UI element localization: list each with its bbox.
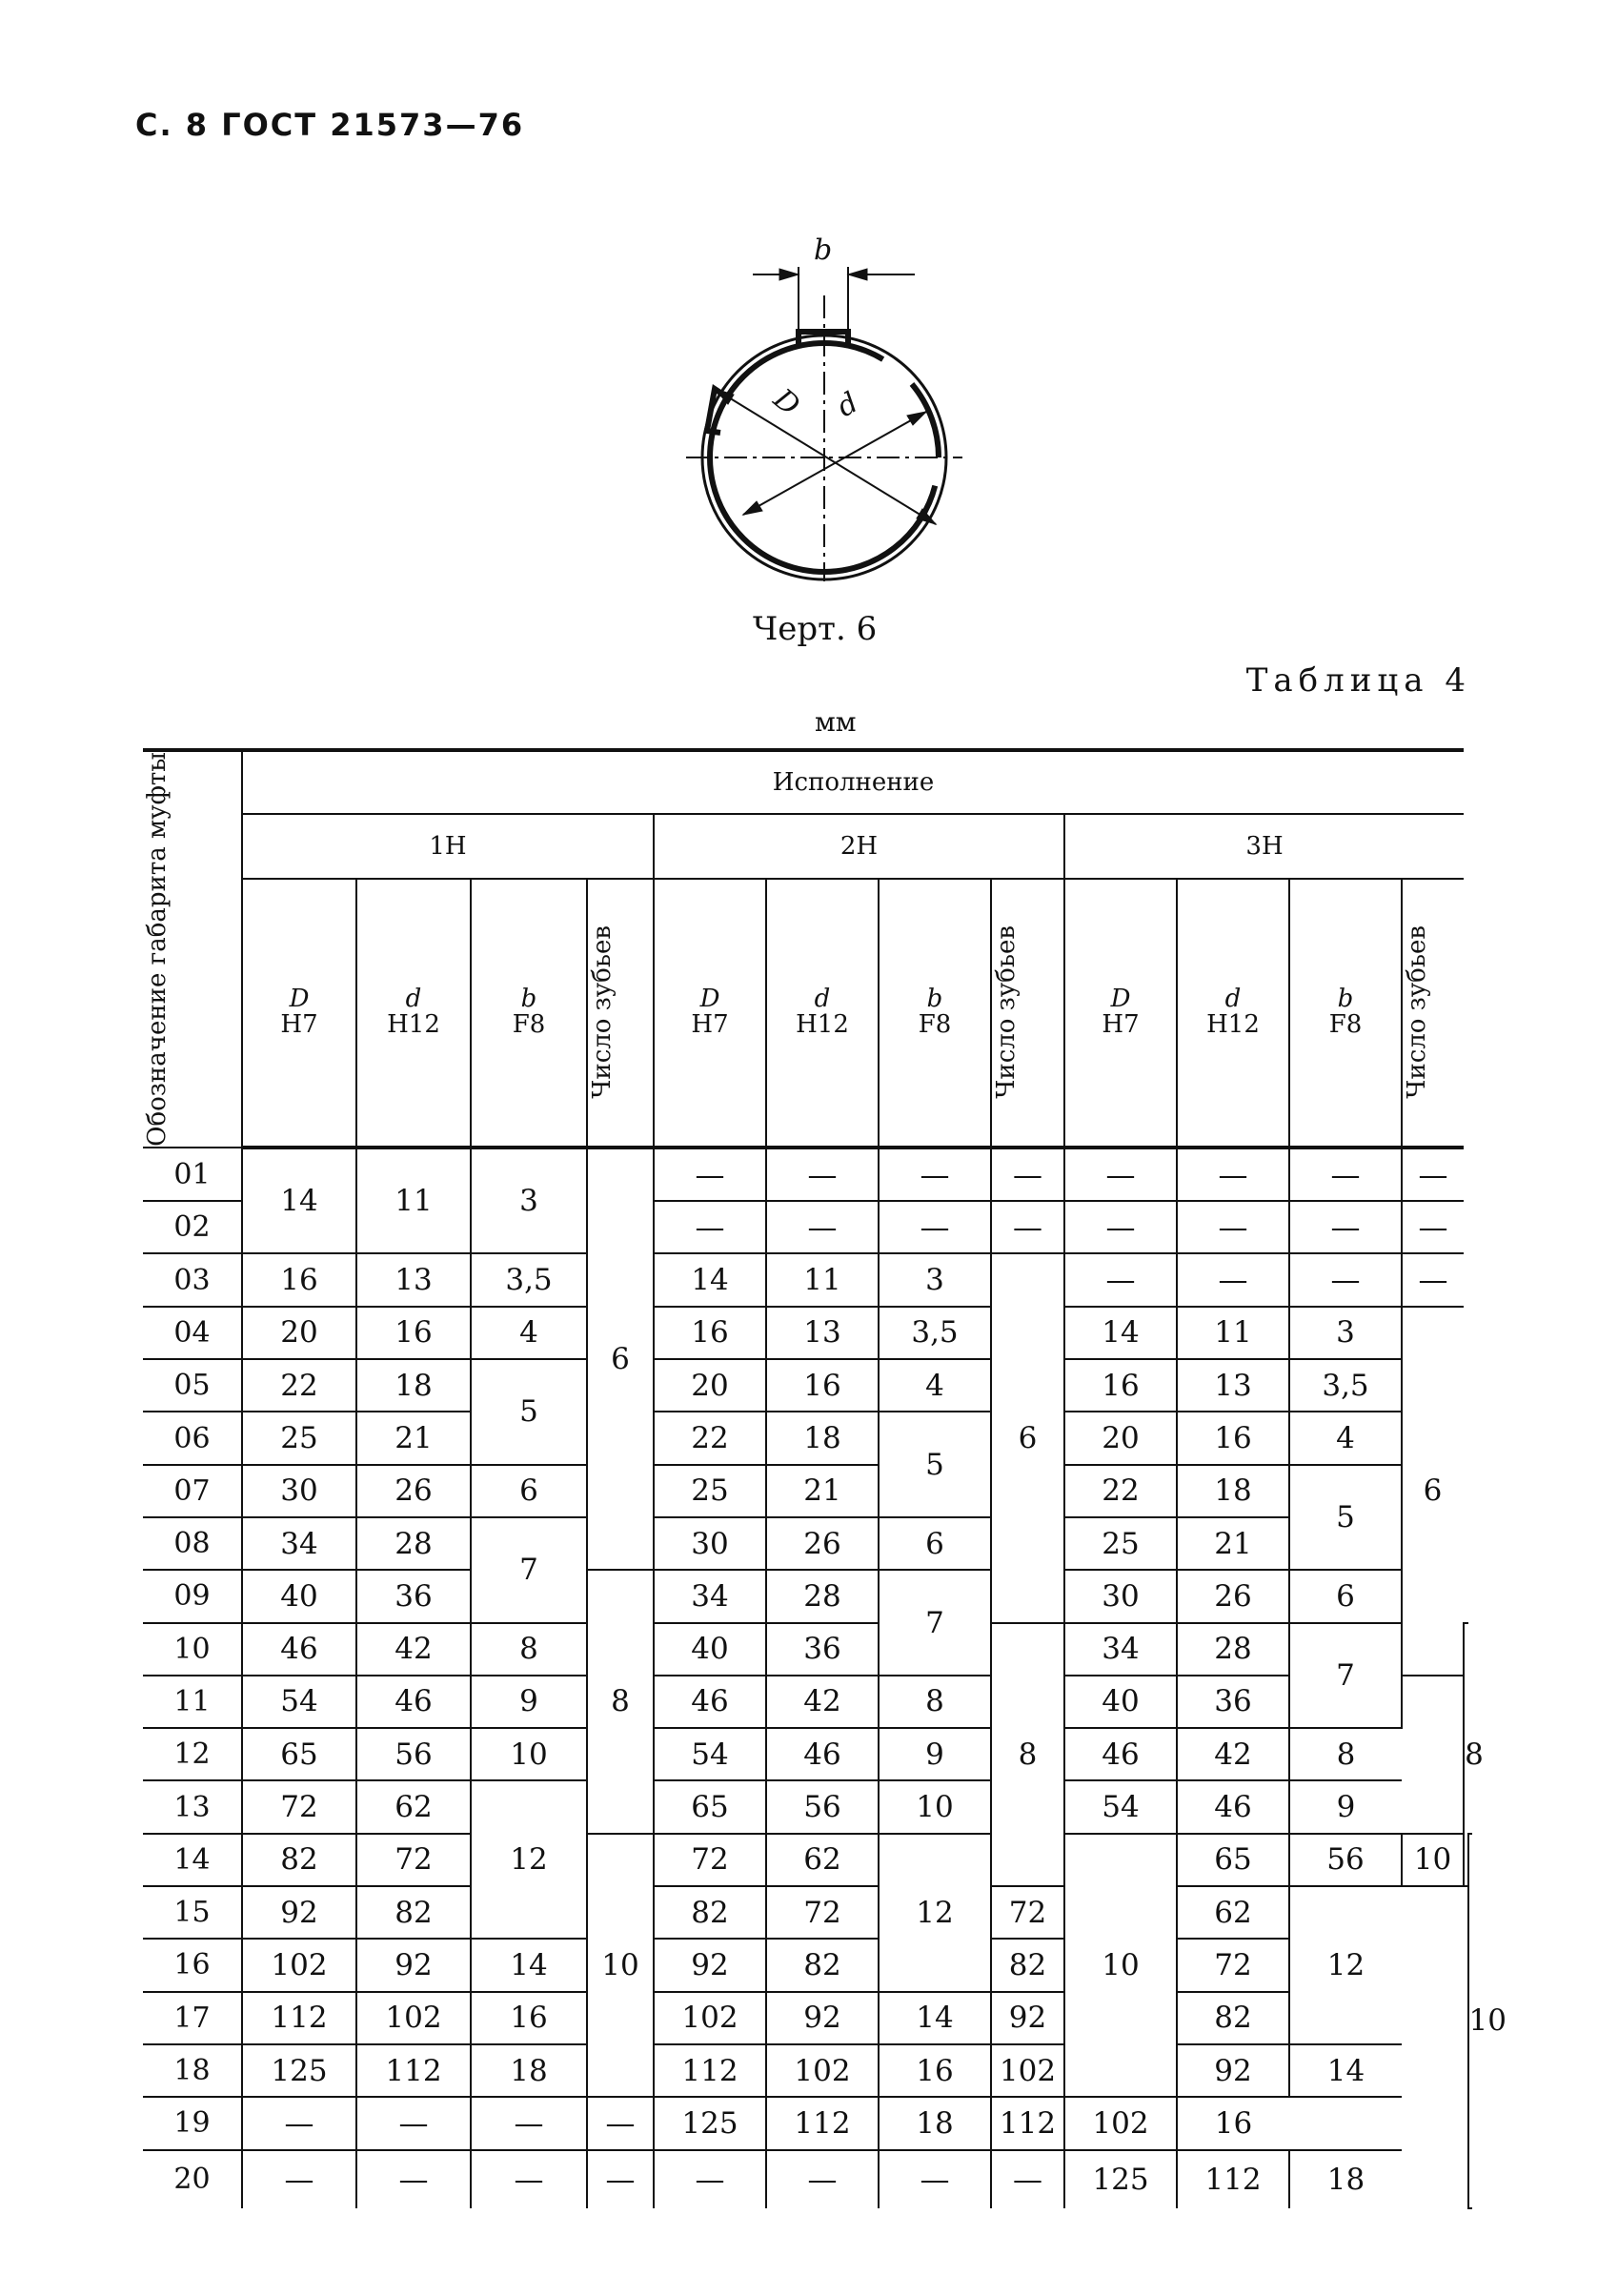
cell: 28 [356, 1517, 471, 1570]
cell: 16 [766, 1359, 879, 1412]
cell: — [654, 1201, 766, 1253]
cell: 10 [143, 1623, 242, 1676]
cell: 65 [242, 1728, 356, 1780]
cell: 13 [143, 1780, 242, 1833]
cell: 82 [1177, 1992, 1289, 2044]
cell: 5 [879, 1412, 991, 1517]
label-d: d [831, 386, 864, 424]
cell: 112 [1177, 2150, 1289, 2208]
cell: — [356, 2097, 471, 2149]
cell: 9 [1289, 1780, 1402, 1833]
cell: 112 [766, 2097, 879, 2149]
cell: 16 [1064, 1359, 1177, 1412]
cell: 04 [143, 1307, 242, 1359]
cell: 4 [471, 1307, 587, 1359]
cell: 125 [654, 2097, 766, 2149]
cell: 40 [242, 1570, 356, 1622]
cell: 56 [1289, 1834, 1402, 1886]
cell: 46 [654, 1676, 766, 1728]
label-b: b [814, 234, 833, 267]
cell: 7 [471, 1517, 587, 1623]
figure-caption: Черт. 6 [753, 610, 878, 648]
cell: — [654, 1148, 766, 1201]
cell: 3,5 [879, 1307, 991, 1359]
group-3h: 3Н [1064, 814, 1464, 878]
cell: 54 [1064, 1780, 1177, 1833]
cell: 72 [242, 1780, 356, 1833]
cell: 05 [143, 1359, 242, 1412]
cell: 4 [1289, 1412, 1402, 1464]
table-row [143, 2150, 1472, 2208]
cell: 6 [879, 1517, 991, 1570]
cell: 16 [879, 2044, 991, 2097]
cell: 22 [1064, 1465, 1177, 1517]
cell: 11 [766, 1253, 879, 1306]
cell: 8 [1464, 1623, 1467, 1886]
cell: — [1064, 1201, 1177, 1253]
page-header: С. 8 ГОСТ 21573—76 [135, 107, 525, 143]
cell: 92 [356, 1939, 471, 1991]
cell: 54 [242, 1676, 356, 1728]
cell: 18 [356, 1359, 471, 1412]
cell: 3,5 [471, 1253, 587, 1306]
col-b-3h: b F8 [1289, 879, 1402, 1148]
cell: 8 [879, 1676, 991, 1728]
cell: 16 [242, 1253, 356, 1306]
cell: 8 [587, 1570, 654, 1833]
table-row [143, 1886, 1472, 1939]
cell: 3 [471, 1148, 587, 1254]
cell: 12 [471, 1780, 587, 1939]
cell: 102 [991, 2044, 1064, 2097]
col-D-3h: D Н7 [1064, 879, 1177, 1148]
cell: 42 [1177, 1728, 1289, 1780]
cell: 16 [356, 1307, 471, 1359]
cell: 82 [356, 1886, 471, 1939]
cell: — [991, 1201, 1064, 1253]
cell: 92 [991, 1992, 1064, 2044]
cell: 42 [356, 1623, 471, 1676]
cell: 16 [654, 1307, 766, 1359]
table-row [143, 1359, 1472, 1412]
table-row [143, 1570, 1472, 1622]
col-teeth-1h: Число зубьев [587, 879, 654, 1148]
cell: 21 [356, 1412, 471, 1464]
cell: 102 [356, 1992, 471, 2044]
cell: — [879, 1201, 991, 1253]
cell: 92 [654, 1939, 766, 1991]
group-1h: 1Н [242, 814, 654, 878]
cell: 92 [1177, 2044, 1289, 2097]
cell: 25 [1064, 1517, 1177, 1570]
cell: 18 [143, 2044, 242, 2097]
table-unit: мм [815, 706, 857, 738]
cell: 3 [1289, 1307, 1402, 1359]
table-row [143, 1939, 1472, 1991]
cell: 8 [471, 1623, 587, 1676]
cell: 65 [654, 1780, 766, 1833]
table-row [143, 1992, 1472, 2044]
cell: 10 [471, 1728, 587, 1780]
cell: 17 [143, 1992, 242, 2044]
cell: 72 [654, 1834, 766, 1886]
execution-header: Исполнение [242, 750, 1464, 814]
cell: 6 [587, 1148, 654, 1570]
cell: 6 [1402, 1307, 1464, 1676]
cell: 40 [1064, 1676, 1177, 1728]
cell: — [1402, 1148, 1464, 1201]
cell: 56 [356, 1728, 471, 1780]
cell: 19 [143, 2097, 242, 2149]
cell: 34 [654, 1570, 766, 1622]
cell: 3 [879, 1253, 991, 1306]
cell: — [1177, 1148, 1289, 1201]
cell: — [1402, 1253, 1464, 1306]
cell: 21 [1177, 1517, 1289, 1570]
cell: 18 [1177, 1465, 1289, 1517]
cell: 20 [143, 2150, 242, 2208]
cell: 8 [991, 1623, 1064, 1886]
cell: 14 [1289, 2044, 1402, 2097]
cell: 62 [1177, 1886, 1289, 1939]
cell: 82 [654, 1886, 766, 1939]
table-row [143, 1253, 1472, 1306]
table-row [143, 1465, 1472, 1517]
cell: — [879, 1148, 991, 1201]
cell: 14 [1064, 1307, 1177, 1359]
cell: 16 [471, 1992, 587, 2044]
cell: — [766, 2150, 879, 2208]
cell: — [879, 2150, 991, 2208]
cell: 30 [242, 1465, 356, 1517]
label-D: D [766, 382, 806, 423]
col-teeth-3h: Число зубьев [1402, 879, 1464, 1148]
cell: 26 [356, 1465, 471, 1517]
cell: 12 [1289, 1886, 1402, 2044]
cell: 9 [471, 1676, 587, 1728]
col-teeth-2h: Число зубьев [991, 879, 1064, 1148]
col-b-2h: b F8 [879, 879, 991, 1148]
cell: — [1402, 1201, 1464, 1253]
cell: — [1177, 1201, 1289, 1253]
cell: 46 [1177, 1780, 1289, 1833]
cell: 22 [242, 1359, 356, 1412]
cell: 112 [242, 1992, 356, 2044]
cell: 20 [242, 1307, 356, 1359]
cell: 10 [1402, 1834, 1464, 1886]
cell: 10 [1468, 1834, 1472, 2208]
cell: — [1289, 1253, 1402, 1306]
cell: 5 [1289, 1465, 1402, 1571]
group-2h: 2Н [654, 814, 1064, 878]
cell: — [1289, 1148, 1402, 1201]
cell: 22 [654, 1412, 766, 1464]
cell: 46 [1064, 1728, 1177, 1780]
cell: 30 [1064, 1570, 1177, 1622]
col-D-1h: D Н7 [242, 879, 356, 1148]
table-row [143, 1517, 1472, 1570]
cell: 25 [242, 1412, 356, 1464]
cell: 01 [143, 1148, 242, 1201]
cell: 34 [242, 1517, 356, 1570]
cell: 42 [766, 1676, 879, 1728]
cell: 125 [242, 2044, 356, 2097]
cell: 82 [991, 1939, 1064, 1991]
cell: 4 [879, 1359, 991, 1412]
cell: 28 [766, 1570, 879, 1622]
cell: 06 [143, 1412, 242, 1464]
cell: — [1064, 1253, 1177, 1306]
cell: 11 [1177, 1307, 1289, 1359]
cell: 14 [242, 1148, 356, 1254]
cell: — [766, 1148, 879, 1201]
cell: 03 [143, 1253, 242, 1306]
cell: — [587, 2150, 654, 2208]
data-table [143, 748, 1507, 2209]
cell: — [356, 2150, 471, 2208]
cell: 46 [766, 1728, 879, 1780]
cell: 02 [143, 1201, 242, 1253]
cell: 16 [1177, 2097, 1289, 2149]
cell: 125 [1064, 2150, 1177, 2208]
cell: 20 [654, 1359, 766, 1412]
table-body [143, 1148, 1507, 2208]
cell: 6 [991, 1253, 1064, 1622]
spline-hub-drawing [657, 229, 962, 591]
table-row [143, 2097, 1472, 2149]
cell: 3,5 [1289, 1359, 1402, 1412]
cell: — [654, 2150, 766, 2208]
cell: 30 [654, 1517, 766, 1570]
table-row [143, 2044, 1472, 2097]
col-b-1h: b F8 [471, 879, 587, 1148]
cell: 102 [242, 1939, 356, 1991]
cell: 36 [1177, 1676, 1289, 1728]
cell: 26 [766, 1517, 879, 1570]
cell: — [587, 2097, 654, 2149]
cell: 62 [356, 1780, 471, 1833]
table-row [143, 1412, 1472, 1464]
cell: 18 [471, 2044, 587, 2097]
table-row [143, 1834, 1472, 1886]
cell: — [766, 1201, 879, 1253]
cell: 20 [1064, 1412, 1177, 1464]
cell: — [242, 2097, 356, 2149]
cell: 7 [1289, 1623, 1402, 1729]
cell: 72 [991, 1886, 1064, 1939]
designation-header: Обозначение габарита муфты [143, 750, 242, 1148]
cell: 34 [1064, 1623, 1177, 1676]
cell: 10 [1064, 1834, 1177, 2097]
cell: 13 [356, 1253, 471, 1306]
cell: — [991, 1148, 1064, 1201]
cell: — [242, 2150, 356, 2208]
cell: 62 [766, 1834, 879, 1886]
table-row [143, 1780, 1472, 1833]
cell: 112 [356, 2044, 471, 2097]
cell: 10 [587, 1834, 654, 2097]
cell: 7 [879, 1570, 991, 1676]
cell: 26 [1177, 1570, 1289, 1622]
cell: 11 [356, 1148, 471, 1254]
cell: 102 [1064, 2097, 1177, 2149]
cell: 14 [471, 1939, 587, 1991]
cell: 18 [1289, 2150, 1402, 2208]
cell: 09 [143, 1570, 242, 1622]
cell: 72 [766, 1886, 879, 1939]
cell: 36 [356, 1570, 471, 1622]
cell: 11 [143, 1676, 242, 1728]
cell: 07 [143, 1465, 242, 1517]
cell: 40 [654, 1623, 766, 1676]
cell: — [1064, 1148, 1177, 1201]
cell: 82 [242, 1834, 356, 1886]
cell: 12 [879, 1834, 991, 1992]
cell: 72 [1177, 1939, 1289, 1991]
cell: 56 [766, 1780, 879, 1833]
cell: 102 [654, 1992, 766, 2044]
cell: — [1289, 1201, 1402, 1253]
col-d-3h: d Н12 [1177, 879, 1289, 1148]
cell: 5 [471, 1359, 587, 1465]
cell: 9 [879, 1728, 991, 1780]
col-D-2h: D Н7 [654, 879, 766, 1148]
cell: 92 [766, 1992, 879, 2044]
cell: 92 [242, 1886, 356, 1939]
table-row [143, 1728, 1472, 1780]
table-row [143, 1676, 1472, 1728]
cell: 16 [143, 1939, 242, 1991]
table-row [143, 1623, 1472, 1676]
cell: 12 [143, 1728, 242, 1780]
table-row [143, 1148, 1472, 1201]
cell: 28 [1177, 1623, 1289, 1676]
table-row [143, 1307, 1472, 1359]
cell: 72 [356, 1834, 471, 1886]
cell: 112 [991, 2097, 1064, 2149]
cell: 15 [143, 1886, 242, 1939]
cell: 16 [1177, 1412, 1289, 1464]
cell: 13 [766, 1307, 879, 1359]
cell: 18 [766, 1412, 879, 1464]
cell: 14 [879, 1992, 991, 2044]
cell: — [1177, 1253, 1289, 1306]
cell: 13 [1177, 1359, 1289, 1412]
cell: 46 [242, 1623, 356, 1676]
col-d-2h: d Н12 [766, 879, 879, 1148]
cell: 21 [766, 1465, 879, 1517]
cell: 46 [356, 1676, 471, 1728]
cell: 8 [1289, 1728, 1402, 1780]
cell: 14 [654, 1253, 766, 1306]
cell: 18 [879, 2097, 991, 2149]
cell: 65 [1177, 1834, 1289, 1886]
cell: 112 [654, 2044, 766, 2097]
cell: 82 [766, 1939, 879, 1991]
table-label: Таблица 4 [1245, 661, 1471, 700]
cell: 6 [471, 1465, 587, 1517]
cell: 08 [143, 1517, 242, 1570]
cell: — [471, 2097, 587, 2149]
cell: 10 [879, 1780, 991, 1833]
cell: 6 [1289, 1570, 1402, 1622]
cell: 14 [143, 1834, 242, 1886]
cell: 25 [654, 1465, 766, 1517]
cell: 54 [654, 1728, 766, 1780]
cell: 102 [766, 2044, 879, 2097]
cell: — [991, 2150, 1064, 2208]
cell: — [471, 2150, 587, 2208]
col-d-1h: d Н12 [356, 879, 471, 1148]
cell: 36 [766, 1623, 879, 1676]
